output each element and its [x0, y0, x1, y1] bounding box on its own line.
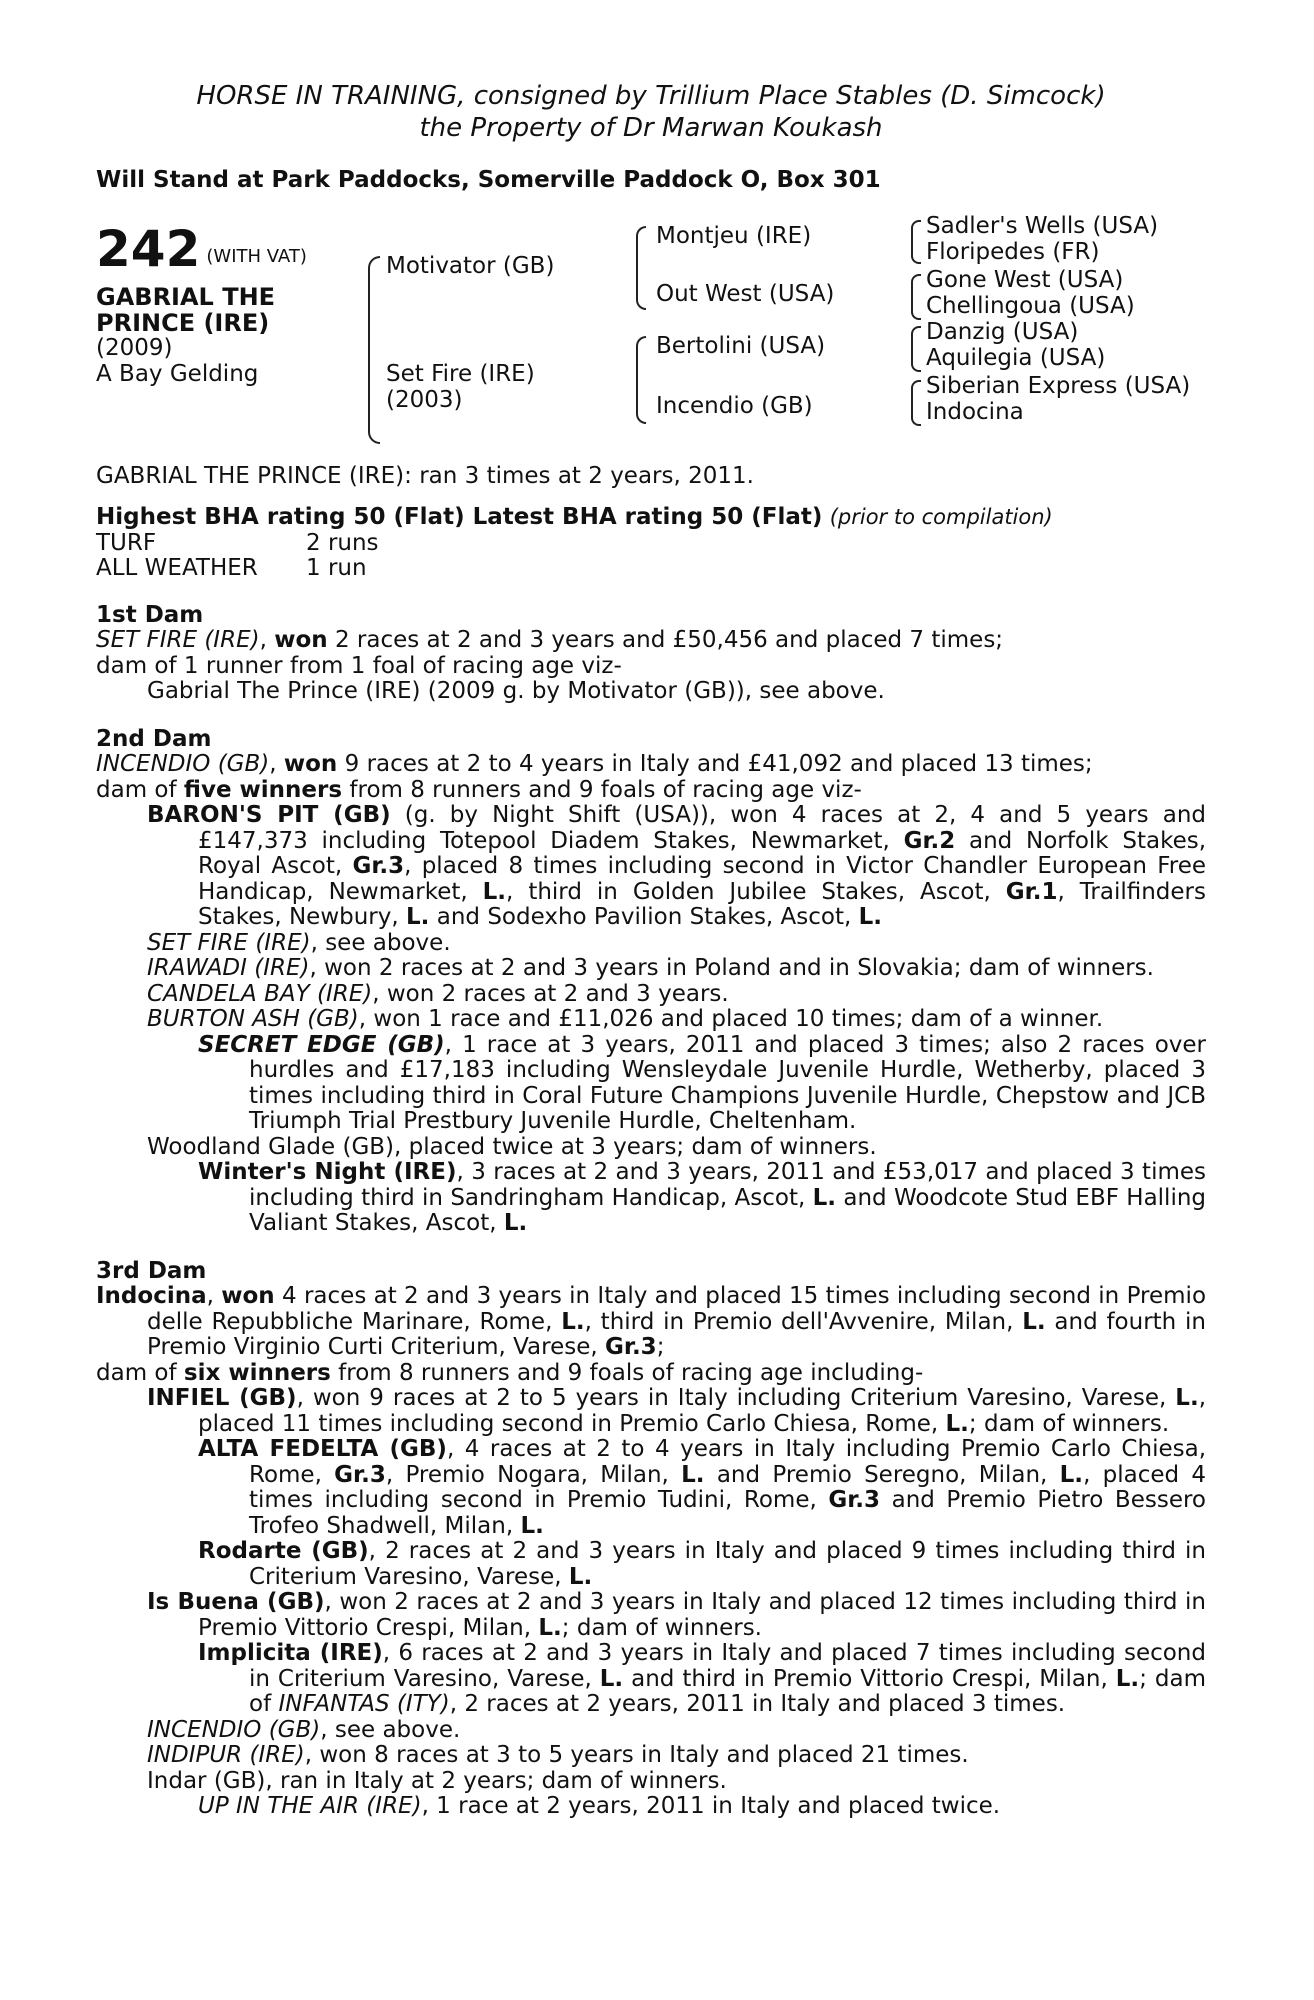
runs-surface: ALL WEATHER	[96, 554, 258, 581]
produce-entry-is-buena	[96, 1590, 1206, 1641]
listed-badge: L.	[1115, 1665, 1140, 1692]
entry-text: , third in Golden Jubilee Stakes, Ascot,	[506, 878, 991, 905]
dam-parents-brace	[636, 336, 646, 424]
dsd: Aquilegia (USA)	[926, 344, 1106, 371]
horse-name: INFIEL (GB)	[147, 1385, 297, 1411]
sire-dam-brace	[368, 256, 380, 444]
horse-name: INFANTAS (ITY)	[278, 1691, 450, 1717]
produce-entry-rodarte	[96, 1539, 1206, 1590]
third-dam-line: Indocina, won 4 races at 2 and 3 years in Italy and placed 15 times including second in Premio delle Repubbliche Marinare, Rome, L., third in Premio dell'Avvenire, Milan, L. and fourth in Premio Virginio Curti Criterium, Varese, Gr.3;	[96, 1283, 1207, 1360]
third-dam-produce	[96, 1361, 1206, 1387]
sire: Motivator (GB)	[386, 252, 555, 279]
grade-badge: Gr.1	[1005, 878, 1058, 905]
gen3-brace-1	[911, 220, 921, 264]
produce-entry-irawadi	[96, 956, 1206, 982]
entry-text: , see above.	[320, 1716, 461, 1743]
entry-text: and Woodcote Stud EBF Halling Valiant Stakes, Ascot,	[249, 1184, 1207, 1236]
horse-name: UP IN THE AIR (IRE)	[198, 1793, 422, 1819]
entry-text: , placed 11 times including second in Premio Carlo Chiesa, Rome,	[198, 1385, 1207, 1437]
won-label: won	[283, 751, 338, 777]
entry-text: and third in Premio Vittorio Crespi, Milan,	[631, 1665, 1108, 1692]
bha-rating	[96, 505, 1206, 531]
produce-entry-barons-pit	[96, 803, 1206, 931]
grade-badge: Gr.3	[334, 1461, 386, 1488]
second-dam-record: 9 races at 2 to 4 years in Italy and £41,092 and placed 13 times;	[344, 751, 1093, 777]
first-dam-section	[96, 603, 1206, 705]
grade-badge: Gr.3	[352, 853, 405, 879]
produce-entry-indipur	[96, 1743, 1206, 1769]
sss: Sadler's Wells (USA)	[926, 212, 1159, 239]
horse-description: A Bay Gelding	[96, 360, 259, 387]
dam-sire: Bertolini (USA)	[656, 332, 826, 359]
dam: Set Fire (IRE)	[386, 360, 535, 387]
runs-count: 1 run	[306, 554, 367, 581]
listed-badge: L.	[858, 904, 883, 930]
listed-badge: L.	[520, 1512, 544, 1539]
stand-location: Will Stand at Park Paddocks, Somerville Paddock O, Box 301	[96, 167, 881, 193]
produce-entry-alta-fedelta	[96, 1437, 1206, 1539]
first-dam-line: SET FIRE (IRE), won 2 races at 2 and 3 years and £50,456 and placed 7 times;	[96, 627, 1004, 653]
produce-entry-incendio	[96, 1718, 1206, 1744]
runs-count: 2 runs	[306, 529, 379, 556]
entry-text: (g. by Night Shift (USA)), won 4 races at 2, 4 and 5 years and £147,373 including Totepool Diadem Stakes, Newmarket,	[198, 802, 1206, 854]
horse-name: INDIPUR (IRE)	[147, 1742, 305, 1768]
dam-dam: Incendio (GB)	[656, 392, 813, 419]
listed-badge: L.	[945, 1410, 969, 1437]
horse-name: BARON'S PIT (GB)	[147, 802, 391, 828]
entry-text: , 3 races at 2 and 3 years, 2011 and £53,017 and placed 3 times including third in Sandringham Handicap, Ascot,	[249, 1159, 1206, 1211]
dam-of-label: dam of	[96, 1359, 177, 1386]
produce-entry-woodland-glade: Woodland Glade (GB), placed twice at 3 years; dam of winners.	[147, 1133, 877, 1160]
listed-badge: L.	[1022, 1308, 1046, 1335]
pedigree-block	[96, 212, 1206, 450]
horse-name: BURTON ASH (GB)	[147, 1006, 359, 1032]
sds: Gone West (USA)	[926, 266, 1124, 293]
dam-of-label: dam of	[96, 776, 177, 803]
second-dam-heading: 2nd Dam	[96, 725, 212, 752]
sire-dam: Out West (USA)	[656, 280, 835, 307]
produce-entry-infiel	[96, 1386, 1206, 1437]
horse-name: IRAWADI (IRE)	[147, 955, 310, 981]
catalogue-page	[96, 80, 1206, 1820]
listed-badge: L.	[406, 904, 430, 930]
produce-text: from 8 runners and 9 foals of racing age viz-	[349, 776, 862, 803]
won-label: won	[221, 1283, 275, 1309]
produce-entry-set-fire	[96, 931, 1206, 957]
entry-text: and Premio Seregno, Milan,	[716, 1461, 1048, 1488]
first-dam-foal: Gabrial The Prince (IRE) (2009 g. by Motivator (GB)), see above.	[147, 678, 885, 704]
winners-count: five winners	[183, 776, 343, 803]
sire-sire: Montjeu (IRE)	[656, 222, 812, 249]
entry-text: 4 races at 2 and 3 years in Italy and placed 15 times including second in Premio delle Repubbliche Marinare, Rome,	[147, 1283, 1207, 1335]
entry-text: and fourth in Premio Virginio Curti Criterium, Varese,	[147, 1308, 1206, 1360]
entry-text: , Premio Nogara, Milan,	[385, 1461, 669, 1488]
owner-line: the Property of Dr Marwan Koukash	[419, 113, 883, 143]
sire-parents-brace	[636, 226, 646, 310]
produce-entry-secret-edge	[96, 1033, 1206, 1135]
dds: Siberian Express (USA)	[926, 372, 1191, 399]
gen3-brace-2	[911, 274, 921, 320]
entry-text: , won 1 race and £11,026 and placed 10 times; dam of a winner.	[358, 1006, 1104, 1032]
rating-text: Highest BHA rating 50 (Flat) Latest BHA rating 50 (Flat)	[96, 504, 823, 530]
horse-name-line2: PRINCE (IRE)	[96, 308, 270, 337]
entry-text: , 2 races at 2 years, 2011 in Italy and placed 3 times.	[449, 1691, 1066, 1717]
runs-surface: TURF	[96, 529, 157, 556]
listed-badge: L.	[503, 1210, 528, 1236]
entry-text: , see above.	[310, 929, 451, 956]
entry-text: and Premio Pietro Bessero Trofeo Shadwell, Milan,	[249, 1487, 1206, 1539]
foaling-year: (2009)	[96, 334, 173, 361]
horse-name: SET FIRE (IRE)	[147, 929, 311, 956]
runs-row	[96, 531, 379, 556]
ddd: Indocina	[926, 398, 1024, 425]
entry-text: , won 9 races at 2 to 5 years in Italy including Criterium Varesino, Varese,	[296, 1385, 1167, 1411]
grade-badge: Gr.3	[605, 1334, 657, 1360]
produce-entry-burton-ash	[96, 1007, 1206, 1033]
listed-badge: L.	[538, 1614, 562, 1641]
horse-name: CANDELA BAY (IRE)	[147, 980, 373, 1007]
listed-badge: L.	[1175, 1385, 1199, 1411]
entry-text: ; dam of winners.	[968, 1410, 1170, 1437]
second-dam-name: INCENDIO (GB)	[96, 751, 270, 777]
lot-number-line	[96, 219, 307, 278]
horse-name: ALTA FEDELTA (GB)	[198, 1436, 447, 1462]
horse-name: INCENDIO (GB)	[147, 1716, 321, 1743]
entry-text: ; dam of	[249, 1665, 1206, 1717]
third-dam-heading: 3rd Dam	[96, 1257, 207, 1284]
entry-text: , 2 races at 2 and 3 years in Italy and placed 9 times including third in Criterium Varesino, Varese,	[249, 1538, 1206, 1590]
second-dam-produce	[96, 778, 1206, 804]
entry-text: , won 8 races at 3 to 5 years in Italy and placed 21 times.	[304, 1742, 969, 1768]
produce-entry-winters-night	[96, 1160, 1206, 1237]
horse-name: SECRET EDGE (GB)	[198, 1031, 445, 1058]
grade-badge: Gr.2	[903, 827, 956, 854]
entry-text: , placed 8 times including second in Victor Chandler European Free Handicap, Newmarket,	[198, 853, 1207, 905]
entry-text: , won 2 races at 2 and 3 years.	[372, 980, 729, 1007]
horse-name: Rodarte (GB)	[198, 1538, 369, 1564]
first-dam-produce: dam of 1 runner from 1 foal of racing age viz-	[96, 652, 622, 679]
entry-text: , won 2 races at 2 and 3 years in Poland and in Slovakia; dam of winners.	[309, 955, 1154, 981]
listed-badge: L.	[482, 878, 507, 905]
dss: Danzig (USA)	[926, 318, 1079, 345]
listed-badge: L.	[812, 1184, 837, 1211]
horse-name-line1: GABRIAL THE	[96, 282, 276, 311]
third-dam-name: Indocina	[96, 1283, 207, 1309]
won-label: won	[274, 627, 328, 653]
horse-name: Winter's Night (IRE)	[198, 1159, 457, 1185]
sdd: Chellingoua (USA)	[926, 292, 1135, 319]
entry-text: , 4 races at 2 to 4 years in Italy including Premio Carlo Chiesa, Rome,	[249, 1436, 1207, 1488]
runs-row	[96, 556, 379, 581]
first-dam-heading: 1st Dam	[96, 601, 204, 628]
entry-text: , won 2 races at 2 and 3 years in Italy and placed 12 times including third in Premio Vittorio Crespi, Milan,	[198, 1589, 1206, 1641]
entry-text: , Trailfinders Stakes, Newbury,	[198, 878, 1206, 930]
grade-badge: Gr.3	[828, 1487, 881, 1513]
produce-entry-candela-bay	[96, 982, 1206, 1008]
entry-text: , placed 4 times including second in Premio Tudini, Rome,	[249, 1461, 1207, 1513]
consignment-header	[96, 80, 1206, 144]
entry-text: , third in Premio dell'Avvenire, Milan,	[584, 1308, 1014, 1335]
rating-note: (prior to compilation)	[829, 505, 1053, 529]
listed-badge: L.	[568, 1563, 593, 1590]
consignor-line: HORSE IN TRAINING, consigned by Trillium Place Stables (D. Simcock)	[196, 81, 1106, 111]
entry-text: and Sodexho Pavilion Stakes, Ascot,	[436, 904, 852, 930]
second-dam-section	[96, 727, 1206, 1237]
produce-entry-indar: Indar (GB), ran in Italy at 2 years; dam of winners.	[147, 1767, 727, 1794]
third-dam-section	[96, 1259, 1206, 1820]
winners-count: six winners	[183, 1359, 331, 1386]
second-dam-line: INCENDIO (GB), won 9 races at 2 to 4 years in Italy and £41,092 and placed 13 times;	[96, 751, 1093, 777]
race-summary: GABRIAL THE PRINCE (IRE): ran 3 times at 2 years, 2011.	[96, 462, 754, 489]
runs-table	[96, 531, 379, 581]
listed-badge: L.	[599, 1665, 624, 1692]
entry-text: and Norfolk Stakes, Royal Ascot,	[198, 827, 1207, 879]
listed-badge: L.	[1059, 1461, 1084, 1488]
produce-text: from 8 runners and 9 foals of racing age including-	[338, 1359, 924, 1386]
gen3-brace-3	[911, 326, 921, 372]
lot-number: 242	[96, 219, 201, 278]
ssd: Floripedes (FR)	[926, 238, 1100, 265]
gen3-brace-4	[911, 380, 921, 426]
horse-name: Is Buena (GB)	[147, 1589, 325, 1615]
entry-text: , 6 races at 2 and 3 years in Italy and placed 7 times including second in Criterium Varesino, Varese,	[249, 1640, 1206, 1692]
entry-text: , 1 race at 3 years, 2011 and placed 3 times; also 2 races over hurdles and £17,183 including Wensleydale Juvenile Hurdle, Wetherby, placed 3 times including third in Coral Future Champions Juvenile Hurdle, Chepstow and JCB Triumph Trial Prestbury Juvenile Hurdle, Cheltenham.	[249, 1031, 1206, 1134]
first-dam-record: 2 races at 2 and 3 years and £50,456 and placed 7 times;	[334, 627, 1004, 653]
horse-name: Implicita (IRE)	[198, 1640, 383, 1666]
produce-entry-up-in-the-air	[96, 1794, 1206, 1820]
listed-badge: L.	[561, 1308, 585, 1335]
dam-year: (2003)	[386, 386, 463, 413]
entry-text: ; dam of winners.	[561, 1614, 762, 1641]
entry-text: , 1 race at 2 years, 2011 in Italy and placed twice.	[421, 1793, 1001, 1819]
first-dam-name: SET FIRE (IRE)	[96, 627, 260, 653]
vat-note: (WITH VAT)	[206, 245, 307, 267]
listed-badge: L.	[681, 1461, 705, 1488]
produce-entry-implicita	[96, 1641, 1206, 1718]
